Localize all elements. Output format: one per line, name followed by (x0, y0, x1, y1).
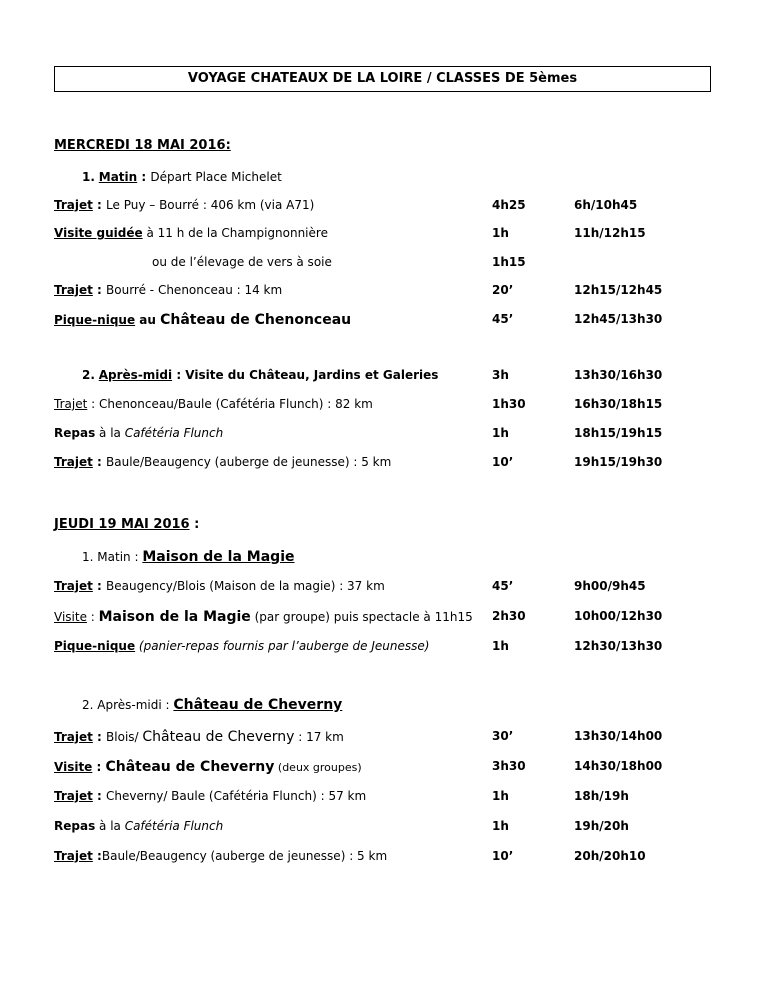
row-duration: 1h (492, 819, 509, 833)
row-label: Visite (54, 760, 93, 774)
row-duration: 1h (492, 226, 509, 240)
row-sep: : (92, 789, 107, 803)
day2-apres-sep: : (161, 698, 174, 712)
row-duration: 3h (492, 368, 509, 382)
row-time: 18h/19h (574, 789, 629, 803)
day1-matin-num: 1. (82, 170, 95, 184)
row-label: Trajet (54, 455, 93, 469)
row-duration: 1h (492, 639, 509, 653)
schedule-row (54, 397, 744, 415)
row-text-extra: Château de Cheverny (142, 729, 295, 745)
day1-heading: MERCREDI 18 MAI 2016: (54, 138, 231, 153)
row-sep: : (92, 849, 102, 863)
row-text: Cheverny/ Baule (Cafétéria Flunch) : 57 km (106, 789, 367, 803)
day1-apres-text: : Visite du Château, Jardins et Galeries (172, 368, 439, 382)
row-label: Repas (54, 426, 96, 440)
schedule-row (54, 198, 744, 216)
row-duration: 1h (492, 789, 509, 803)
row-label: Trajet (54, 283, 93, 297)
row-duration: 2h30 (492, 609, 526, 623)
day2-apres-label: Après-midi (97, 698, 162, 712)
row-time: 14h30/18h00 (574, 759, 663, 773)
row-duration: 1h30 (492, 397, 526, 411)
row-duration: 4h25 (492, 198, 526, 212)
day2-heading: JEUDI 19 MAI 2016 (54, 517, 190, 532)
schedule-row (54, 759, 744, 777)
row-time: 16h30/18h15 (574, 397, 663, 411)
row-sep: : (92, 283, 107, 297)
row-duration: 20’ (492, 283, 514, 297)
row-text: Château de Chenonceau (160, 312, 352, 328)
row-sep: : (92, 579, 107, 593)
schedule-row (54, 226, 744, 244)
row-label: Trajet (54, 397, 88, 411)
row-text: Baule/Beaugency (auberge de jeunesse) : 5 km (106, 455, 392, 469)
row-duration: 30’ (492, 729, 514, 743)
row-label: Pique-nique (54, 639, 136, 653)
schedule-row (54, 312, 744, 330)
row-text-tail: : 17 km (294, 730, 344, 744)
day2-apres-text: Château de Cheverny (173, 697, 343, 713)
schedule-row (54, 579, 744, 597)
day1-matin-sep: : (137, 170, 151, 184)
row-sep: au (135, 313, 161, 327)
schedule-row (54, 283, 744, 301)
row-time: 20h/20h10 (574, 849, 646, 863)
day1-apres-num: 2. (82, 368, 95, 382)
schedule-row (54, 849, 744, 867)
day2-heading-wrap (54, 517, 199, 532)
row-label: Visite guidée (54, 226, 143, 240)
day1-matin-text: Départ Place Michelet (150, 170, 282, 184)
row-duration: 10’ (492, 849, 514, 863)
row-time: 9h00/9h45 (574, 579, 646, 593)
row-text: : Chenonceau/Baule (Cafétéria Flunch) : 82 km (87, 397, 373, 411)
row-label: Trajet (54, 789, 93, 803)
row-text: Château de Cheverny (105, 759, 275, 775)
row-time: 12h15/12h45 (574, 283, 663, 297)
row-label: Pique-nique (54, 313, 136, 327)
day2-matin-text: Maison de la Magie (142, 549, 295, 565)
row-duration: 10’ (492, 455, 514, 469)
schedule-row (54, 255, 744, 273)
row-text: Blois/ (106, 730, 143, 744)
day2-apres (82, 697, 342, 713)
row-text: Cafétéria Flunch (124, 426, 224, 440)
row-text: à 11 h de la Champignonnière (142, 226, 328, 240)
day1-apres-row (54, 368, 744, 386)
row-sep: : (92, 760, 106, 774)
row-sep: : (92, 455, 107, 469)
row-time: 12h45/13h30 (574, 312, 663, 326)
row-label: Repas (54, 819, 96, 833)
row-duration: 1h15 (492, 255, 526, 269)
row-label: Trajet (54, 579, 93, 593)
row-time: 18h15/19h15 (574, 426, 663, 440)
day2-heading-suffix: : (189, 517, 200, 532)
row-sep: : (86, 610, 99, 624)
day2-matin-label: Matin (97, 550, 131, 564)
schedule-row (54, 455, 744, 473)
row-time: 19h15/19h30 (574, 455, 663, 469)
row-label: Trajet (54, 198, 93, 212)
day2-matin (82, 549, 295, 565)
row-text: (panier-repas fournis par l’auberge de Jeunesse) (135, 639, 430, 653)
row-time: 10h00/12h30 (574, 609, 663, 623)
row-text: Baule/Beaugency (auberge de jeunesse) : 5 km (101, 849, 388, 863)
row-text: Bourré - Chenonceau : 14 km (106, 283, 283, 297)
row-text-extra: (par groupe) puis spectacle à 11h15 (250, 610, 473, 624)
schedule-row (54, 729, 744, 747)
schedule-row (54, 609, 744, 627)
row-text: Le Puy – Bourré : 406 km (via A71) (106, 198, 315, 212)
row-time: 13h30/16h30 (574, 368, 663, 382)
row-sep: : (92, 730, 107, 744)
row-label: Visite (54, 610, 87, 624)
row-text: Beaugency/Blois (Maison de la magie) : 37 km (106, 579, 385, 593)
row-label: Trajet (54, 730, 93, 744)
row-duration: 45’ (492, 312, 514, 326)
day1-matin (82, 170, 282, 184)
day2-matin-sep: : (130, 550, 143, 564)
row-time: 12h30/13h30 (574, 639, 663, 653)
row-time: 19h/20h (574, 819, 629, 833)
row-text: Cafétéria Flunch (124, 819, 224, 833)
row-sep: à la (95, 426, 125, 440)
schedule-row (54, 789, 744, 807)
day1-apres-label: Après-midi (98, 368, 173, 382)
day2-matin-num: 1. (82, 550, 94, 564)
day2-apres-num: 2. (82, 698, 94, 712)
row-label: Trajet (54, 849, 93, 863)
row-sep: à la (95, 819, 125, 833)
row-duration: 3h30 (492, 759, 526, 773)
row-text-extra: (deux groupes) (274, 761, 362, 774)
day1-matin-label: Matin (98, 170, 138, 184)
row-duration: 45’ (492, 579, 514, 593)
schedule-row (54, 426, 744, 444)
row-sep: : (92, 198, 107, 212)
schedule-row (54, 639, 744, 657)
row-text: ou de l’élevage de vers à soie (152, 255, 332, 269)
row-duration: 1h (492, 426, 509, 440)
row-text: Maison de la Magie (98, 609, 251, 625)
row-time: 13h30/14h00 (574, 729, 663, 743)
schedule-row (54, 819, 744, 837)
row-time: 11h/12h15 (574, 226, 646, 240)
document-title: VOYAGE CHATEAUX DE LA LOIRE / CLASSES DE 5èmes (54, 66, 711, 92)
row-time: 6h/10h45 (574, 198, 638, 212)
